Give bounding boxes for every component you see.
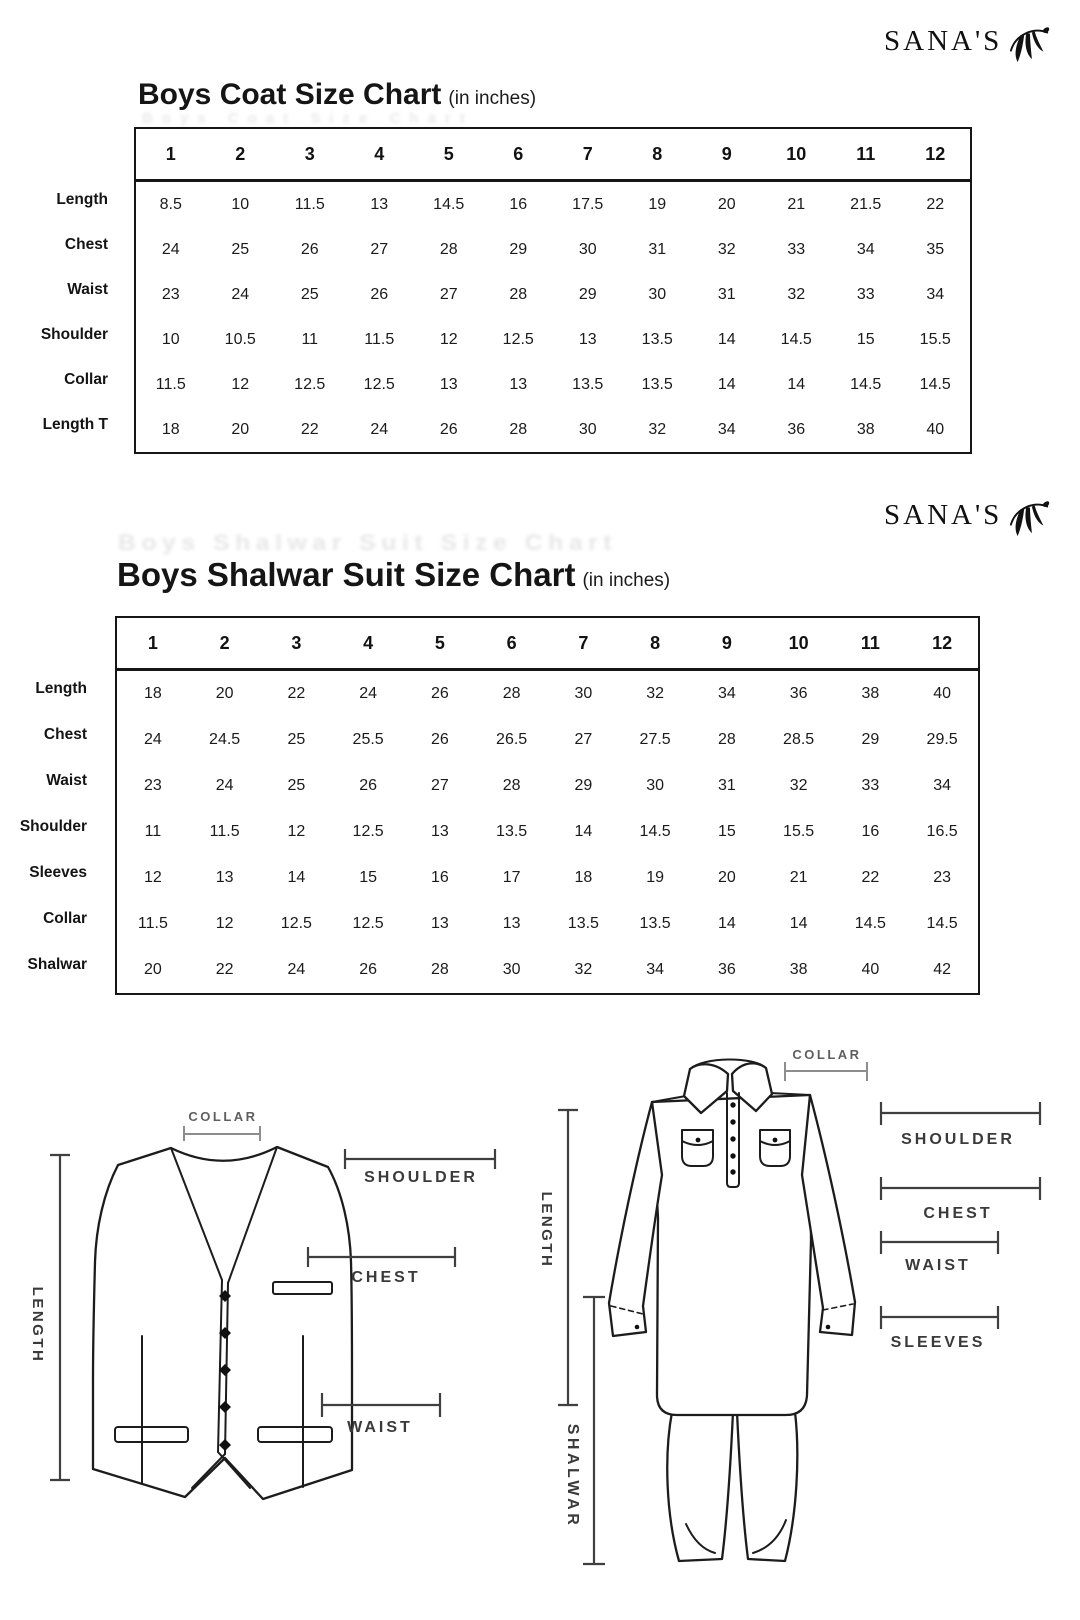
size-value-cell: 15: [359, 869, 378, 886]
size-value-cell: 32: [648, 420, 667, 438]
suit-length-measure: [538, 1110, 578, 1405]
size-value-cell: 24: [215, 777, 234, 794]
size-value-cell: 22: [300, 420, 319, 438]
size-value-cell: 14.5: [850, 375, 882, 393]
size-value-cell: 19: [648, 195, 667, 213]
size-value-cell: 28: [717, 731, 736, 748]
size-column-header: 10: [786, 143, 807, 164]
size-value-cell: 38: [861, 685, 880, 702]
size-value-cell: 30: [574, 685, 593, 702]
size-value-cell: 29: [574, 777, 593, 794]
size-value-cell: 30: [646, 777, 665, 794]
size-value-cell: 25: [287, 777, 306, 794]
size-value-cell: 14: [574, 823, 593, 840]
size-value-cell: 36: [789, 685, 808, 702]
size-value-cell: 14.5: [639, 823, 671, 840]
size-value-cell: 13: [509, 375, 528, 393]
size-column-header: 11: [860, 632, 880, 653]
size-value-cell: 13.5: [567, 915, 599, 932]
size-value-cell: 32: [789, 777, 808, 794]
shalwar-table-body: [117, 671, 978, 993]
size-value-cell: 28: [430, 961, 449, 978]
suit-sleeves-measure: [881, 1306, 998, 1351]
size-value-cell: 13.5: [641, 330, 673, 348]
row-label: Chest: [43, 726, 87, 743]
vest-collar-label: COLLAR: [188, 1109, 258, 1124]
size-value-cell: 40: [933, 685, 952, 702]
table-row: [136, 272, 970, 317]
size-column-header: 3: [291, 632, 302, 653]
row-label: Length T: [42, 415, 108, 433]
size-column-header: 9: [721, 143, 732, 164]
size-column-header: 9: [721, 632, 732, 653]
shalwar-leg-right: [737, 1412, 797, 1561]
row-label: Sleeves: [29, 864, 87, 881]
table-row: [136, 362, 970, 407]
size-value-cell: 14.5: [433, 195, 465, 213]
shalwar-size-table: [12, 616, 980, 995]
size-value-cell: 25: [231, 240, 250, 258]
row-label: Chest: [64, 235, 108, 253]
coat-row-labels: [30, 177, 134, 454]
size-value-cell: 29: [509, 240, 528, 258]
size-value-cell: 12: [215, 915, 234, 932]
size-value-cell: 14: [717, 375, 736, 393]
size-value-cell: 26.5: [496, 731, 528, 748]
size-value-cell: 28: [509, 285, 528, 303]
size-value-cell: 16.5: [926, 823, 958, 840]
size-value-cell: 26: [370, 285, 389, 303]
size-value-cell: 13: [578, 330, 597, 348]
vest-shoulder-label: SHOULDER: [364, 1169, 478, 1186]
size-value-cell: 36: [717, 961, 736, 978]
size-value-cell: 13.5: [572, 375, 604, 393]
size-value-cell: 32: [787, 285, 806, 303]
size-value-cell: 31: [717, 285, 736, 303]
table-row: [117, 809, 978, 855]
size-value-cell: 28: [509, 420, 528, 438]
size-value-cell: 35: [926, 240, 945, 258]
row-label: Length: [35, 680, 87, 697]
size-value-cell: 22: [926, 195, 945, 213]
size-value-cell: 10: [161, 330, 180, 348]
size-value-cell: 12: [231, 375, 250, 393]
size-value-cell: 12: [143, 869, 162, 886]
ghost-print-artifact: Boys Shalwar Suit Size Chart: [118, 530, 618, 555]
size-value-cell: 14.5: [854, 915, 886, 932]
size-value-cell: 17: [502, 869, 521, 886]
size-value-cell: 15: [717, 823, 736, 840]
size-column-header: 10: [788, 632, 809, 653]
table-row: [136, 227, 970, 272]
size-column-header: 1: [165, 143, 176, 164]
size-value-cell: 13: [430, 823, 449, 840]
vest-collar-measure: [184, 1109, 260, 1141]
size-column-header: 12: [925, 143, 946, 164]
table-row: [136, 317, 970, 362]
size-value-cell: 30: [578, 420, 597, 438]
coat-table-body: [136, 182, 970, 452]
size-value-cell: 12.5: [280, 915, 312, 932]
suit-length-label: LENGTH: [538, 1191, 556, 1269]
size-header-row: [136, 129, 970, 182]
size-value-cell: 34: [646, 961, 665, 978]
size-column-header: 1: [147, 632, 158, 653]
size-value-cell: 12.5: [294, 375, 326, 393]
size-column-header: 4: [374, 143, 385, 164]
size-value-cell: 15.5: [783, 823, 815, 840]
kurta-sleeve-left: [609, 1102, 662, 1336]
size-value-cell: 34: [933, 777, 952, 794]
coat-chart-title: [138, 78, 536, 112]
size-column-header: 5: [434, 632, 445, 653]
size-value-cell: 36: [787, 420, 806, 438]
dupatta-swirl-icon: [1007, 496, 1053, 538]
suit-sleeves-label: SLEEVES: [890, 1334, 986, 1351]
size-value-cell: 32: [574, 961, 593, 978]
size-column-header: 2: [235, 143, 246, 164]
size-value-cell: 23: [143, 777, 162, 794]
size-value-cell: 28: [439, 240, 458, 258]
size-value-cell: 21: [787, 195, 806, 213]
table-row: [117, 901, 978, 947]
size-value-cell: 25.5: [352, 731, 384, 748]
size-value-cell: 13: [502, 915, 521, 932]
vest-waist-label: WAIST: [347, 1419, 413, 1436]
table-row: [117, 855, 978, 901]
size-value-cell: 13: [439, 375, 458, 393]
size-column-header: 7: [582, 143, 593, 164]
size-column-header: 6: [506, 632, 517, 653]
unit-note: (in inches): [448, 88, 537, 109]
size-value-cell: 32: [646, 685, 665, 702]
size-value-cell: 29: [578, 285, 597, 303]
size-value-cell: 12: [287, 823, 306, 840]
size-column-header: 3: [304, 143, 315, 164]
ghost-print-artifact: Boys Coat Size Chart: [142, 110, 474, 127]
size-column-header: 2: [219, 632, 230, 653]
suit-shoulder-measure: [881, 1102, 1040, 1148]
suit-chest-label: CHEST: [923, 1205, 993, 1222]
size-value-cell: 28: [502, 777, 521, 794]
size-value-cell: 20: [143, 961, 162, 978]
vest-length-label: LENGTH: [29, 1286, 47, 1364]
coat-table-grid: [134, 127, 972, 454]
size-column-header: 12: [932, 632, 953, 653]
size-value-cell: 32: [717, 240, 736, 258]
size-value-cell: 24: [359, 685, 378, 702]
size-value-cell: 20: [215, 685, 234, 702]
size-value-cell: 33: [856, 285, 875, 303]
size-value-cell: 31: [717, 777, 736, 794]
title-text: Boys Coat Size Chart: [138, 78, 442, 111]
size-value-cell: 27: [430, 777, 449, 794]
size-value-cell: 26: [359, 961, 378, 978]
size-value-cell: 26: [359, 777, 378, 794]
size-column-header: 6: [513, 143, 524, 164]
size-value-cell: 14: [789, 915, 808, 932]
size-value-cell: 30: [648, 285, 667, 303]
size-value-cell: 13.5: [496, 823, 528, 840]
table-row: [136, 407, 970, 452]
unit-note: (in inches): [582, 570, 671, 591]
size-value-cell: 24: [370, 420, 389, 438]
size-value-cell: 24: [161, 240, 180, 258]
suit-waist-measure: [881, 1231, 998, 1274]
vest-drawing: [93, 1147, 352, 1499]
table-row: [117, 717, 978, 763]
brand-name: SANA'S: [884, 499, 1003, 531]
row-label: Waist: [46, 772, 87, 789]
size-value-cell: 11.5: [364, 330, 395, 348]
size-value-cell: 33: [861, 777, 880, 794]
size-value-cell: 16: [509, 195, 528, 213]
size-value-cell: 24: [287, 961, 306, 978]
shalwar-chart-title: [117, 556, 670, 594]
size-value-cell: 10: [231, 195, 250, 213]
size-value-cell: 30: [502, 961, 521, 978]
size-value-cell: 12.5: [502, 330, 534, 348]
brand-logo: [884, 498, 1053, 538]
size-value-cell: 38: [856, 420, 875, 438]
size-value-cell: 14.5: [919, 375, 951, 393]
suit-shoulder-label: SHOULDER: [901, 1131, 1015, 1148]
size-value-cell: 13.5: [639, 915, 671, 932]
size-value-cell: 15.5: [919, 330, 951, 348]
size-value-cell: 14.5: [926, 915, 958, 932]
shalwar-suit-drawing: [609, 1059, 855, 1561]
suit-collar-measure: [785, 1047, 867, 1081]
size-value-cell: 28.5: [783, 731, 815, 748]
row-label: Collar: [64, 370, 108, 388]
size-value-cell: 18: [143, 685, 162, 702]
size-value-cell: 27: [574, 731, 593, 748]
table-row: [117, 671, 978, 717]
measurement-diagrams: [0, 1000, 1080, 1620]
vest-length-measure: [29, 1155, 70, 1480]
size-value-cell: 24: [231, 285, 250, 303]
size-value-cell: 13.5: [641, 375, 673, 393]
size-value-cell: 30: [578, 240, 597, 258]
suit-chest-measure: [881, 1177, 1040, 1222]
size-value-cell: 11.5: [155, 375, 186, 393]
size-column-header: 4: [363, 632, 374, 653]
size-value-cell: 26: [439, 420, 458, 438]
row-label: Shoulder: [19, 818, 87, 835]
size-value-cell: 26: [430, 685, 449, 702]
size-value-cell: 20: [717, 195, 736, 213]
size-value-cell: 34: [717, 420, 736, 438]
size-column-header: 8: [652, 143, 663, 164]
shalwar-row-labels: [12, 666, 115, 995]
size-value-cell: 34: [717, 685, 736, 702]
size-value-cell: 25: [300, 285, 319, 303]
size-value-cell: 33: [787, 240, 806, 258]
table-row: [117, 763, 978, 809]
shalwar-leg-left: [667, 1412, 733, 1561]
size-value-cell: 16: [430, 869, 449, 886]
size-value-cell: 11.5: [209, 823, 240, 840]
size-value-cell: 38: [789, 961, 808, 978]
size-column-header: 7: [578, 632, 589, 653]
size-value-cell: 14: [717, 330, 736, 348]
table-row: [117, 947, 978, 993]
size-value-cell: 26: [430, 731, 449, 748]
size-value-cell: 22: [861, 869, 880, 886]
size-column-header: 5: [443, 143, 454, 164]
title-text: Boys Shalwar Suit Size Chart: [117, 556, 576, 593]
size-value-cell: 29: [861, 731, 880, 748]
size-value-cell: 20: [231, 420, 250, 438]
size-value-cell: 27: [370, 240, 389, 258]
size-column-header: 11: [856, 143, 876, 164]
size-value-cell: 11.5: [294, 195, 325, 213]
row-label: Length: [56, 190, 108, 208]
size-value-cell: 23: [933, 869, 952, 886]
size-value-cell: 40: [926, 420, 945, 438]
size-value-cell: 26: [300, 240, 319, 258]
size-value-cell: 34: [926, 285, 945, 303]
size-value-cell: 27.5: [639, 731, 671, 748]
size-value-cell: 14: [287, 869, 306, 886]
size-value-cell: 19: [646, 869, 665, 886]
size-value-cell: 28: [502, 685, 521, 702]
size-value-cell: 20: [717, 869, 736, 886]
brand-logo: [884, 24, 1053, 64]
size-value-cell: 42: [933, 961, 952, 978]
vest-chest-label: CHEST: [351, 1269, 421, 1286]
suit-shalwar-measure: [564, 1297, 605, 1564]
size-value-cell: 12.5: [352, 915, 384, 932]
size-value-cell: 14: [787, 375, 806, 393]
suit-shalwar-label: SHALWAR: [563, 1423, 581, 1529]
size-column-header: 8: [650, 632, 661, 653]
size-value-cell: 31: [648, 240, 667, 258]
size-value-cell: 22: [287, 685, 306, 702]
size-value-cell: 40: [861, 961, 880, 978]
size-value-cell: 10.5: [224, 330, 256, 348]
size-value-cell: 21.5: [850, 195, 882, 213]
size-value-cell: 13: [215, 869, 234, 886]
table-row: [136, 182, 970, 227]
size-header-row: [117, 618, 978, 671]
row-label: Waist: [67, 280, 108, 298]
size-value-cell: 16: [861, 823, 880, 840]
suit-waist-label: WAIST: [905, 1257, 971, 1274]
size-value-cell: 21: [789, 869, 808, 886]
suit-collar-label: COLLAR: [792, 1047, 862, 1062]
size-value-cell: 11: [144, 823, 162, 840]
size-value-cell: 27: [439, 285, 458, 303]
size-value-cell: 34: [856, 240, 875, 258]
size-value-cell: 13: [430, 915, 449, 932]
size-value-cell: 22: [215, 961, 234, 978]
size-value-cell: 24.5: [209, 731, 241, 748]
dupatta-swirl-icon: [1007, 22, 1053, 64]
size-value-cell: 11: [301, 330, 319, 348]
size-value-cell: 11.5: [137, 915, 168, 932]
size-value-cell: 18: [161, 420, 180, 438]
size-value-cell: 24: [143, 731, 162, 748]
size-value-cell: 29.5: [926, 731, 958, 748]
shalwar-table-grid: [115, 616, 980, 995]
size-value-cell: 12.5: [363, 375, 395, 393]
size-value-cell: 25: [287, 731, 306, 748]
size-value-cell: 12: [439, 330, 458, 348]
size-value-cell: 13: [370, 195, 389, 213]
size-value-cell: 14: [717, 915, 736, 932]
coat-size-table: [30, 127, 972, 454]
brand-name: SANA'S: [884, 25, 1003, 57]
size-value-cell: 17.5: [572, 195, 604, 213]
vest-shoulder-measure: [345, 1149, 495, 1186]
size-value-cell: 14.5: [780, 330, 812, 348]
size-value-cell: 18: [574, 869, 593, 886]
size-value-cell: 8.5: [159, 195, 182, 213]
row-label: Collar: [43, 910, 87, 927]
size-value-cell: 15: [856, 330, 875, 348]
row-label: Shoulder: [40, 325, 108, 343]
size-value-cell: 12.5: [352, 823, 384, 840]
size-value-cell: 23: [161, 285, 180, 303]
row-label: Shalwar: [27, 956, 87, 973]
